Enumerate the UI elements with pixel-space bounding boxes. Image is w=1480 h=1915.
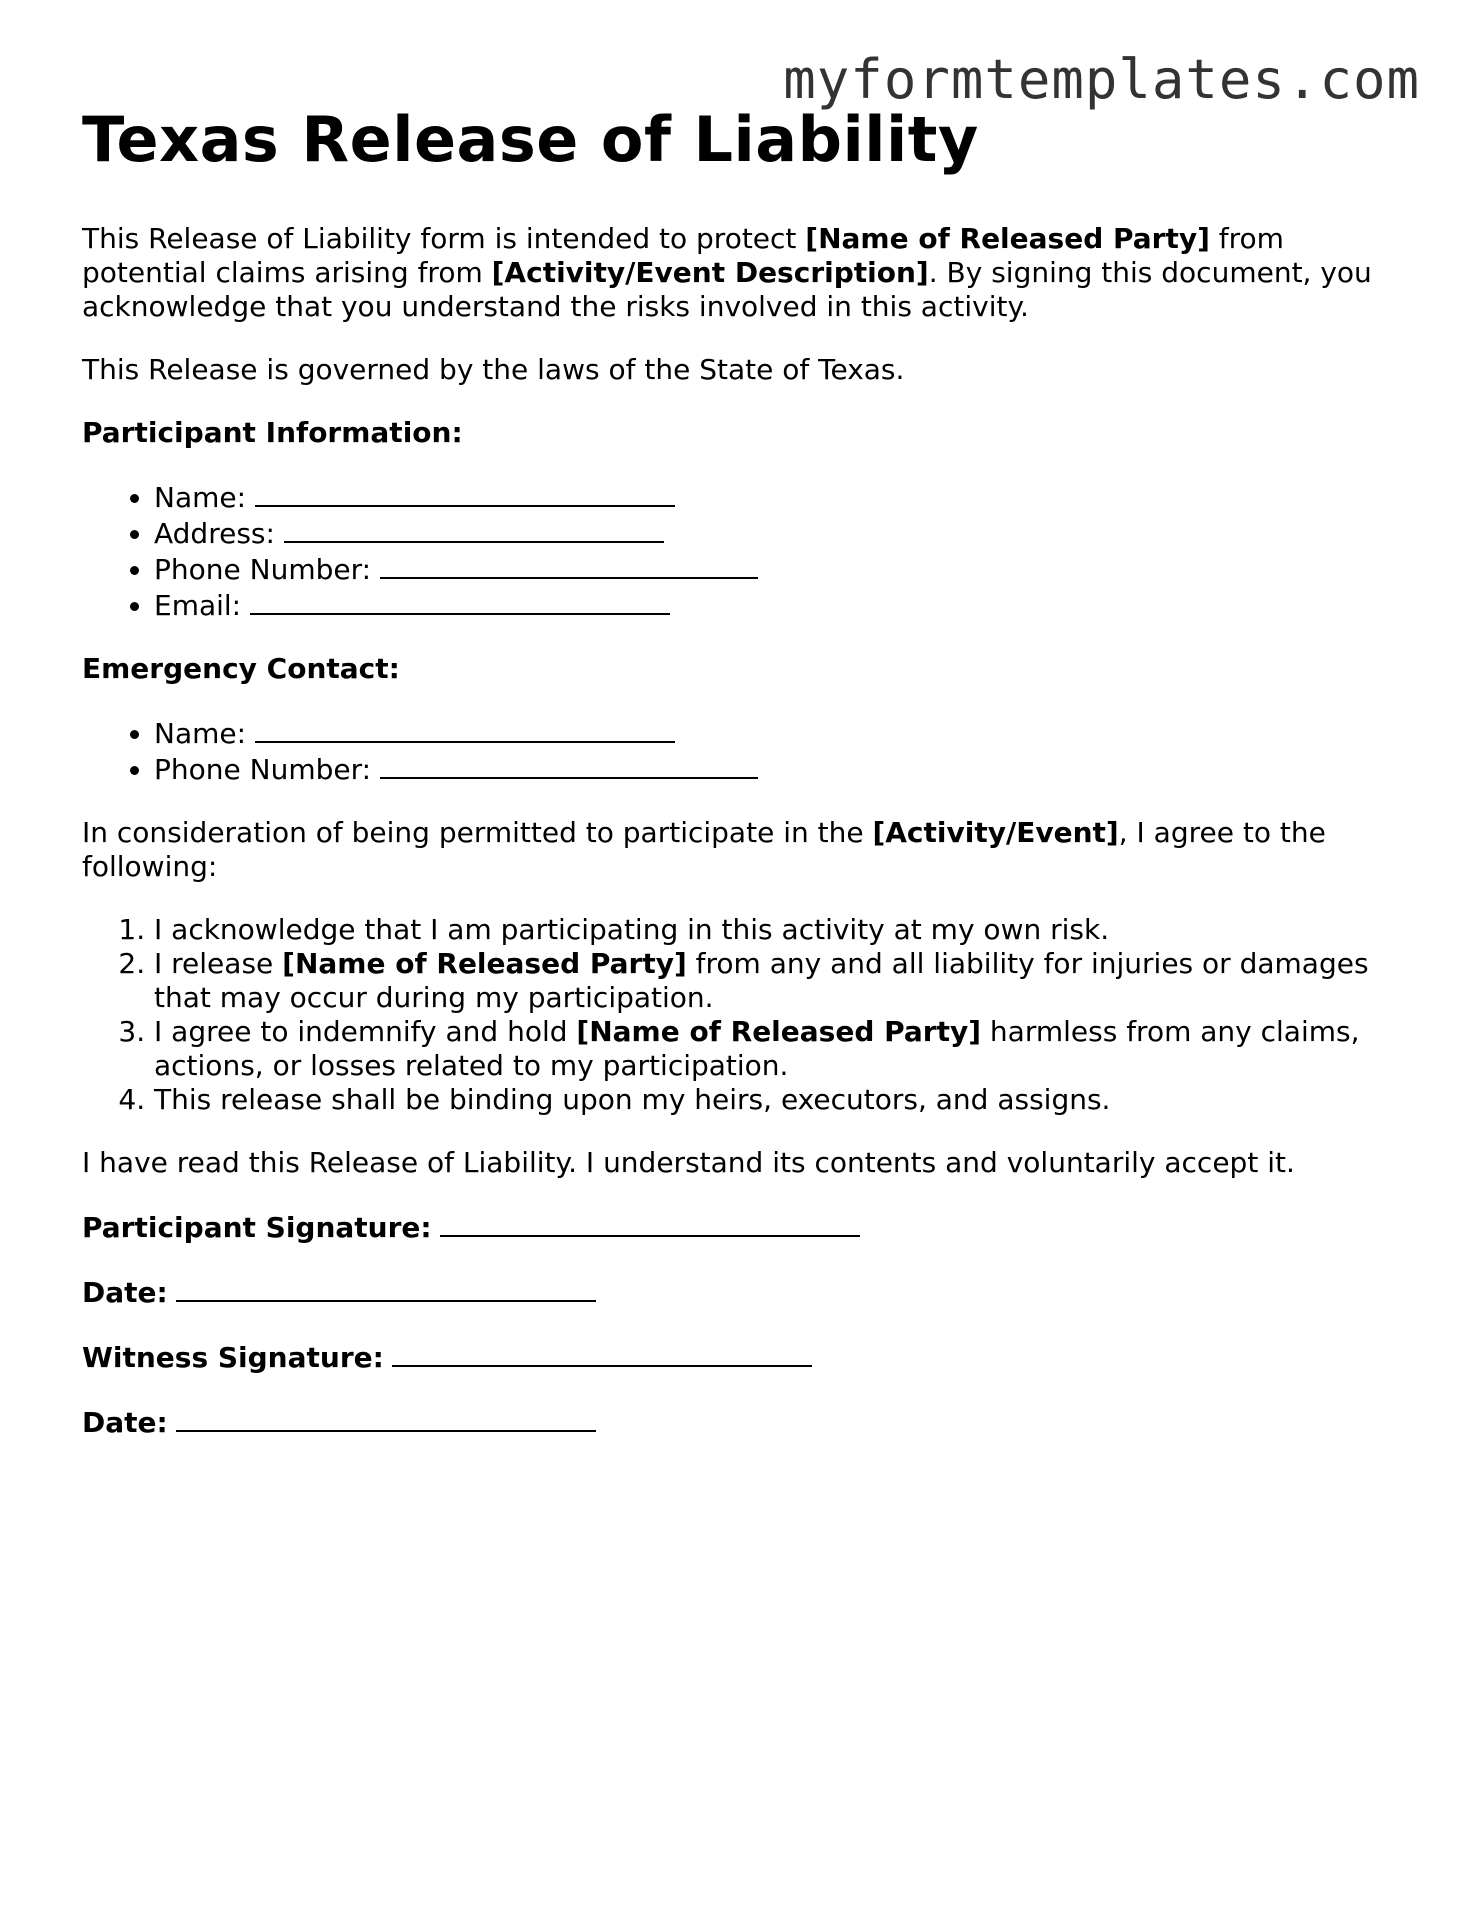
consideration-text-2: , I agree to the following:: [82, 816, 1326, 883]
participant-address-label: Address:: [154, 517, 275, 550]
participant-email-label: Email:: [154, 589, 242, 622]
participant-name-label: Name:: [154, 481, 247, 514]
term-text: I agree to indemnify and hold: [154, 1015, 577, 1048]
activity-event-placeholder: [Activity/Event]: [872, 816, 1119, 849]
consideration-text-1: In consideration of being permitted to participate in the: [82, 816, 873, 849]
document-title: Texas Release of Liability: [82, 103, 979, 176]
released-party-placeholder: [Name of Released Party]: [576, 1015, 982, 1048]
participant-signature-label: Participant Signature:: [82, 1211, 432, 1244]
emergency-phone-field[interactable]: [380, 751, 758, 779]
witness-signature-field[interactable]: [392, 1339, 812, 1367]
consideration-paragraph: [82, 816, 1402, 884]
term-item: [154, 1015, 1402, 1083]
participant-name-item: [154, 479, 1402, 515]
participant-info-heading: Participant Information:: [82, 416, 463, 449]
participant-info-list: [82, 479, 1402, 623]
participant-date-field[interactable]: [176, 1274, 596, 1302]
witness-signature-label: Witness Signature:: [82, 1341, 384, 1374]
emergency-contact-list: [82, 715, 1402, 787]
participant-date-row: [82, 1274, 1402, 1310]
witness-date-label: Date:: [82, 1406, 168, 1439]
intro-text-1: This Release of Liability form is intended to protect: [82, 222, 806, 255]
term-text: from any and all liability for injuries or damages that may occur during my participation.: [154, 947, 1369, 1014]
activity-description-placeholder: [Activity/Event Description]: [491, 256, 929, 289]
emergency-name-field[interactable]: [255, 715, 675, 743]
governing-law-paragraph: This Release is governed by the laws of the State of Texas.: [82, 353, 905, 386]
participant-phone-label: Phone Number:: [154, 553, 372, 586]
term-item: [154, 947, 1402, 1015]
released-party-placeholder: [Name of Released Party]: [282, 947, 687, 980]
participant-name-field[interactable]: [255, 479, 675, 507]
emergency-name-item: [154, 715, 1402, 751]
witness-signature-row: [82, 1339, 1402, 1375]
participant-signature-field[interactable]: [440, 1209, 860, 1237]
site-watermark: myformtemplates.com: [783, 48, 1420, 111]
term-item: 1. I acknowledge that I am participating in this activity at my own risk.: [154, 913, 1402, 947]
participant-date-label: Date:: [82, 1276, 168, 1309]
term-text: I release: [154, 947, 283, 980]
terms-list: [82, 913, 1402, 1117]
participant-signature-row: [82, 1209, 1402, 1245]
participant-phone-field[interactable]: [380, 551, 758, 579]
term-text: harmless from any claims, actions, or losses related to my participation.: [154, 1015, 1360, 1082]
term-item: 4. This release shall be binding upon my heirs, executors, and assigns.: [154, 1083, 1402, 1117]
emergency-phone-label: Phone Number:: [154, 753, 372, 786]
emergency-name-label: Name:: [154, 717, 247, 750]
intro-text-2: from potential claims arising from: [82, 222, 1284, 289]
acknowledgement-paragraph: I have read this Release of Liability. I understand its contents and voluntarily accept it.: [82, 1146, 1295, 1179]
participant-address-field[interactable]: [284, 515, 664, 543]
emergency-phone-item: [154, 751, 1402, 787]
intro-text-3: . By signing this document, you acknowledge that you understand the risks involved in this activity.: [82, 256, 1372, 323]
emergency-contact-heading: Emergency Contact:: [82, 652, 400, 685]
participant-phone-item: [154, 551, 1402, 587]
released-party-placeholder: [Name of Released Party]: [805, 222, 1210, 255]
participant-email-field[interactable]: [250, 587, 670, 615]
witness-date-field[interactable]: [176, 1404, 596, 1432]
witness-date-row: [82, 1404, 1402, 1440]
participant-email-item: [154, 587, 1402, 623]
intro-paragraph: [82, 222, 1402, 324]
document-page: [82, 100, 1402, 1469]
participant-address-item: [154, 515, 1402, 551]
